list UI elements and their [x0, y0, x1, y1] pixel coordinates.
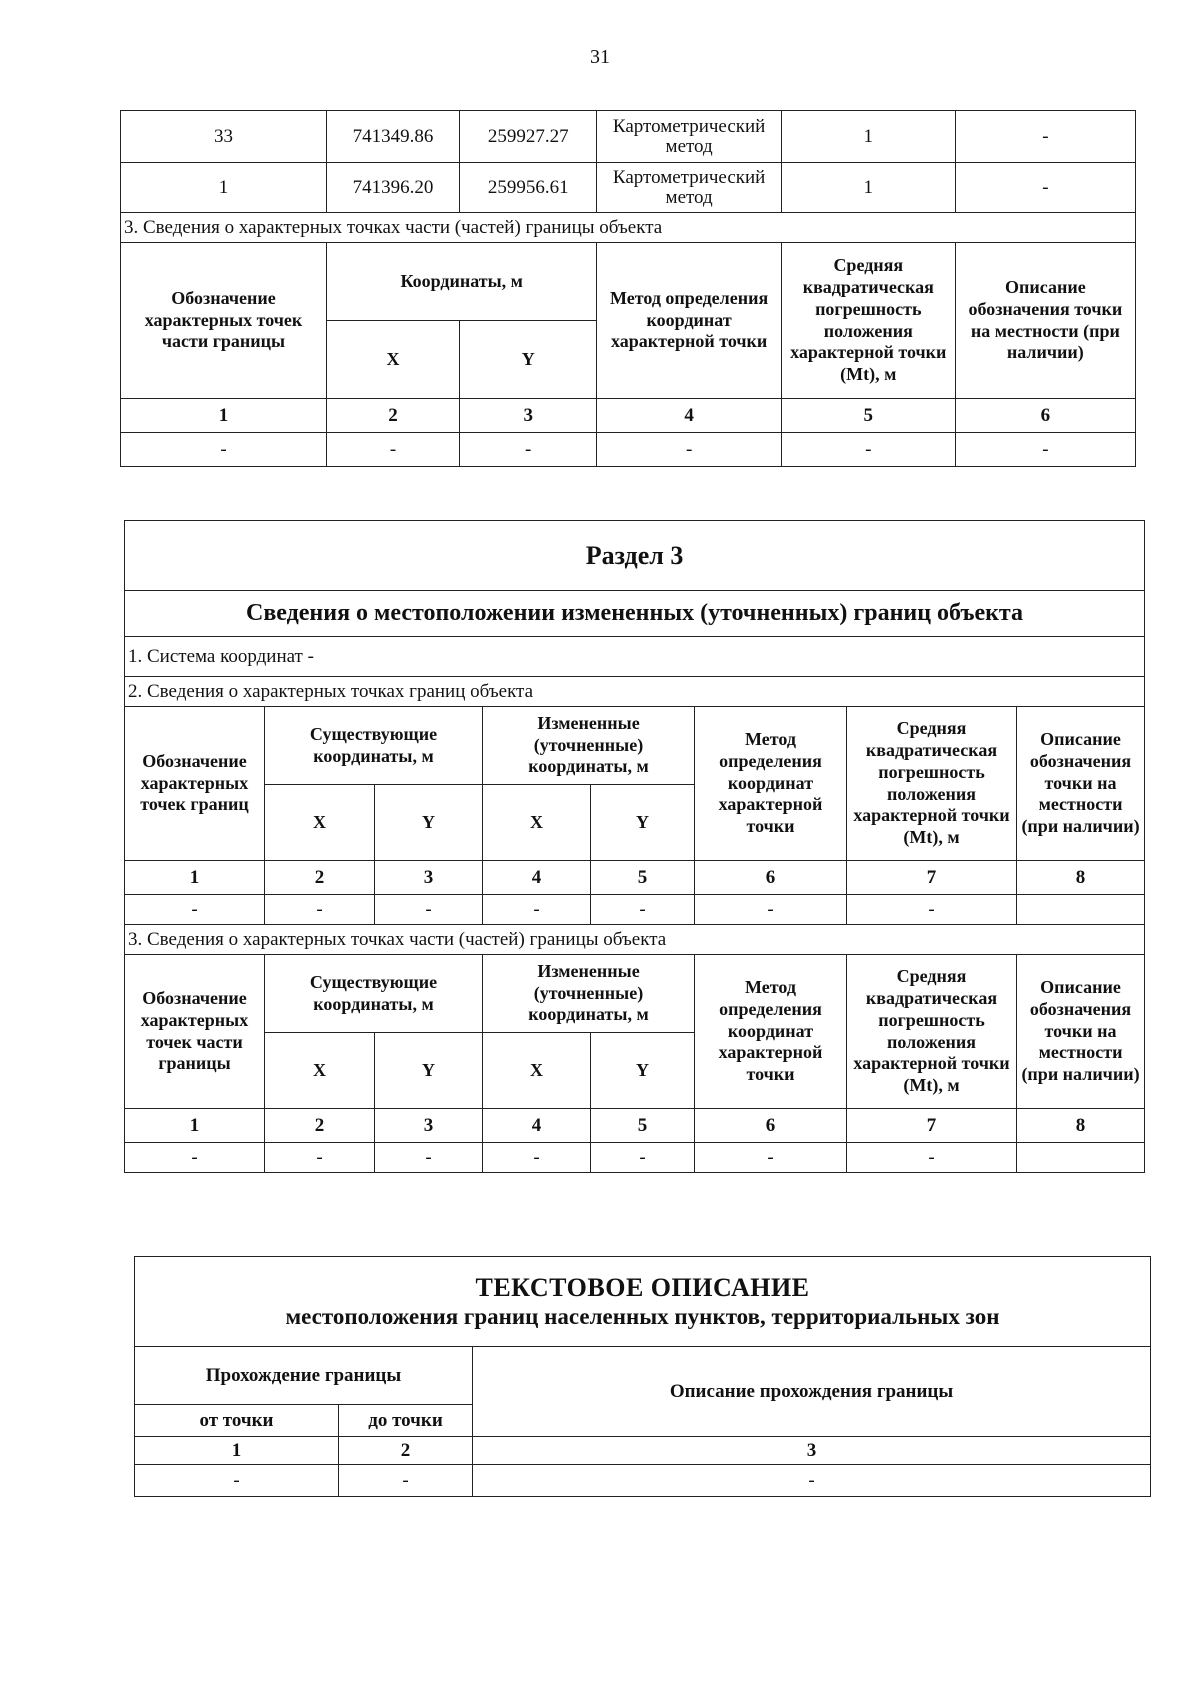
subsection-label: 3. Сведения о характерных точках части (частей) границы объекта	[125, 925, 1145, 955]
header-desc: Описание обозначения точки на местности (при наличии)	[1017, 707, 1145, 861]
header-y: Y	[375, 785, 483, 861]
section-label-row	[121, 213, 1136, 243]
header-method: Метод определения координат характерной точки	[597, 243, 782, 399]
coord-system: 1. Система координат -	[125, 637, 1145, 677]
empty-cell: -	[955, 433, 1135, 467]
table-row	[125, 895, 1145, 925]
table-row	[125, 1143, 1145, 1173]
header-row	[125, 707, 1145, 785]
column-number: 8	[1017, 861, 1145, 895]
column-number: 2	[327, 399, 460, 433]
header-mt: Средняя квадратическая погрешность положения характерной точки (Mt), м	[847, 955, 1017, 1109]
column-number: 4	[483, 861, 591, 895]
column-number: 7	[847, 861, 1017, 895]
empty-cell: -	[483, 895, 591, 925]
section-subtitle: Сведения о местоположении измененных (уточненных) границ объекта	[125, 591, 1145, 637]
empty-cell: -	[473, 1465, 1151, 1497]
empty-cell: -	[265, 1143, 375, 1173]
column-number: 8	[1017, 1109, 1145, 1143]
column-number: 3	[473, 1437, 1151, 1465]
header-y: Y	[591, 785, 695, 861]
empty-cell: -	[781, 433, 955, 467]
column-number: 3	[375, 861, 483, 895]
empty-cell: -	[375, 895, 483, 925]
empty-cell: -	[121, 433, 327, 467]
empty-cell: -	[135, 1465, 339, 1497]
cell-mt: 1	[781, 111, 955, 163]
cell-method: Картометрический метод	[597, 111, 782, 163]
header-desc: Описание обозначения точки на местности (при наличии)	[955, 243, 1135, 399]
column-number: 3	[375, 1109, 483, 1143]
header-point: Обозначение характерных точек части границы	[125, 955, 265, 1109]
empty-cell: -	[125, 1143, 265, 1173]
section-title-row	[125, 521, 1145, 591]
header-y: Y	[460, 321, 597, 399]
header-mt: Средняя квадратическая погрешность положения характерной точки (Mt), м	[847, 707, 1017, 861]
column-number: 2	[265, 861, 375, 895]
text-description-subtitle: местоположения границ населенных пунктов, территориальных зон	[285, 1304, 1000, 1330]
header-x: X	[327, 321, 460, 399]
column-number: 6	[695, 861, 847, 895]
empty-cell: -	[695, 895, 847, 925]
table-part-boundary-points	[120, 110, 1136, 467]
subsection-label-row	[125, 925, 1145, 955]
header-point: Обозначение характерных точек части границы	[121, 243, 327, 399]
column-number: 1	[135, 1437, 339, 1465]
section-subtitle-row	[125, 591, 1145, 637]
empty-cell: -	[847, 1143, 1017, 1173]
header-row	[135, 1347, 1151, 1405]
page-number: 31	[590, 46, 610, 68]
cell-desc: -	[955, 111, 1135, 163]
header-method: Метод определения координат характерной точки	[695, 955, 847, 1109]
column-number: 4	[483, 1109, 591, 1143]
column-number-row	[125, 1109, 1145, 1143]
empty-cell	[1017, 1143, 1145, 1173]
section-3-table	[124, 520, 1145, 1173]
header-changed: Измененные (уточненные) координаты, м	[483, 955, 695, 1033]
title-row	[135, 1257, 1151, 1347]
cell-mt: 1	[781, 163, 955, 213]
empty-cell: -	[591, 1143, 695, 1173]
empty-cell: -	[591, 895, 695, 925]
column-number-row	[135, 1437, 1151, 1465]
header-desc: Описание обозначения точки на местности (при наличии)	[1017, 955, 1145, 1109]
empty-cell: -	[327, 433, 460, 467]
header-row	[125, 955, 1145, 1033]
cell-x: 741396.20	[327, 163, 460, 213]
header-from: от точки	[135, 1405, 339, 1437]
column-number: 6	[695, 1109, 847, 1143]
empty-cell: -	[847, 895, 1017, 925]
header-x: X	[483, 1033, 591, 1109]
header-coords: Координаты, м	[327, 243, 597, 321]
header-point: Обозначение характерных точек границ	[125, 707, 265, 861]
header-passage: Прохождение границы	[135, 1347, 473, 1405]
column-number: 5	[591, 1109, 695, 1143]
column-number: 5	[781, 399, 955, 433]
header-mt: Средняя квадратическая погрешность положения характерной точки (Mt), м	[781, 243, 955, 399]
text-description-table	[134, 1256, 1151, 1497]
column-number: 7	[847, 1109, 1017, 1143]
cell-point: 33	[121, 111, 327, 163]
column-number: 5	[591, 861, 695, 895]
column-number-row	[125, 861, 1145, 895]
header-description: Описание прохождения границы	[473, 1347, 1151, 1437]
table-row	[121, 433, 1136, 467]
table-row	[135, 1465, 1151, 1497]
subsection-label-row	[125, 677, 1145, 707]
empty-cell: -	[695, 1143, 847, 1173]
empty-cell: -	[597, 433, 782, 467]
header-y: Y	[375, 1033, 483, 1109]
column-number: 1	[125, 861, 265, 895]
cell-y: 259927.27	[460, 111, 597, 163]
header-row	[121, 243, 1136, 321]
cell-desc: -	[955, 163, 1135, 213]
cell-method: Картометрический метод	[597, 163, 782, 213]
empty-cell: -	[265, 895, 375, 925]
text-description-heading	[135, 1257, 1151, 1347]
section-label: 3. Сведения о характерных точках части (частей) границы объекта	[121, 213, 1136, 243]
column-number: 2	[265, 1109, 375, 1143]
header-y: Y	[591, 1033, 695, 1109]
column-number: 6	[955, 399, 1135, 433]
header-existing: Существующие координаты, м	[265, 707, 483, 785]
cell-x: 741349.86	[327, 111, 460, 163]
column-number: 3	[460, 399, 597, 433]
cell-point: 1	[121, 163, 327, 213]
header-method: Метод определения координат характерной точки	[695, 707, 847, 861]
empty-cell: -	[339, 1465, 473, 1497]
empty-cell: -	[375, 1143, 483, 1173]
header-to: до точки	[339, 1405, 473, 1437]
table-row	[121, 111, 1136, 163]
empty-cell	[1017, 895, 1145, 925]
empty-cell: -	[483, 1143, 591, 1173]
coord-system-row	[125, 637, 1145, 677]
empty-cell: -	[460, 433, 597, 467]
column-number: 1	[125, 1109, 265, 1143]
header-x: X	[265, 785, 375, 861]
text-description-title: ТЕКСТОВОЕ ОПИСАНИЕ	[475, 1272, 810, 1302]
subsection-label: 2. Сведения о характерных точках границ объекта	[125, 677, 1145, 707]
section-title: Раздел 3	[125, 521, 1145, 591]
cell-y: 259956.61	[460, 163, 597, 213]
header-x: X	[265, 1033, 375, 1109]
header-existing: Существующие координаты, м	[265, 955, 483, 1033]
column-number-row	[121, 399, 1136, 433]
empty-cell: -	[125, 895, 265, 925]
header-x: X	[483, 785, 591, 861]
column-number: 2	[339, 1437, 473, 1465]
column-number: 1	[121, 399, 327, 433]
table-row	[121, 163, 1136, 213]
column-number: 4	[597, 399, 782, 433]
header-changed: Измененные (уточненные) координаты, м	[483, 707, 695, 785]
